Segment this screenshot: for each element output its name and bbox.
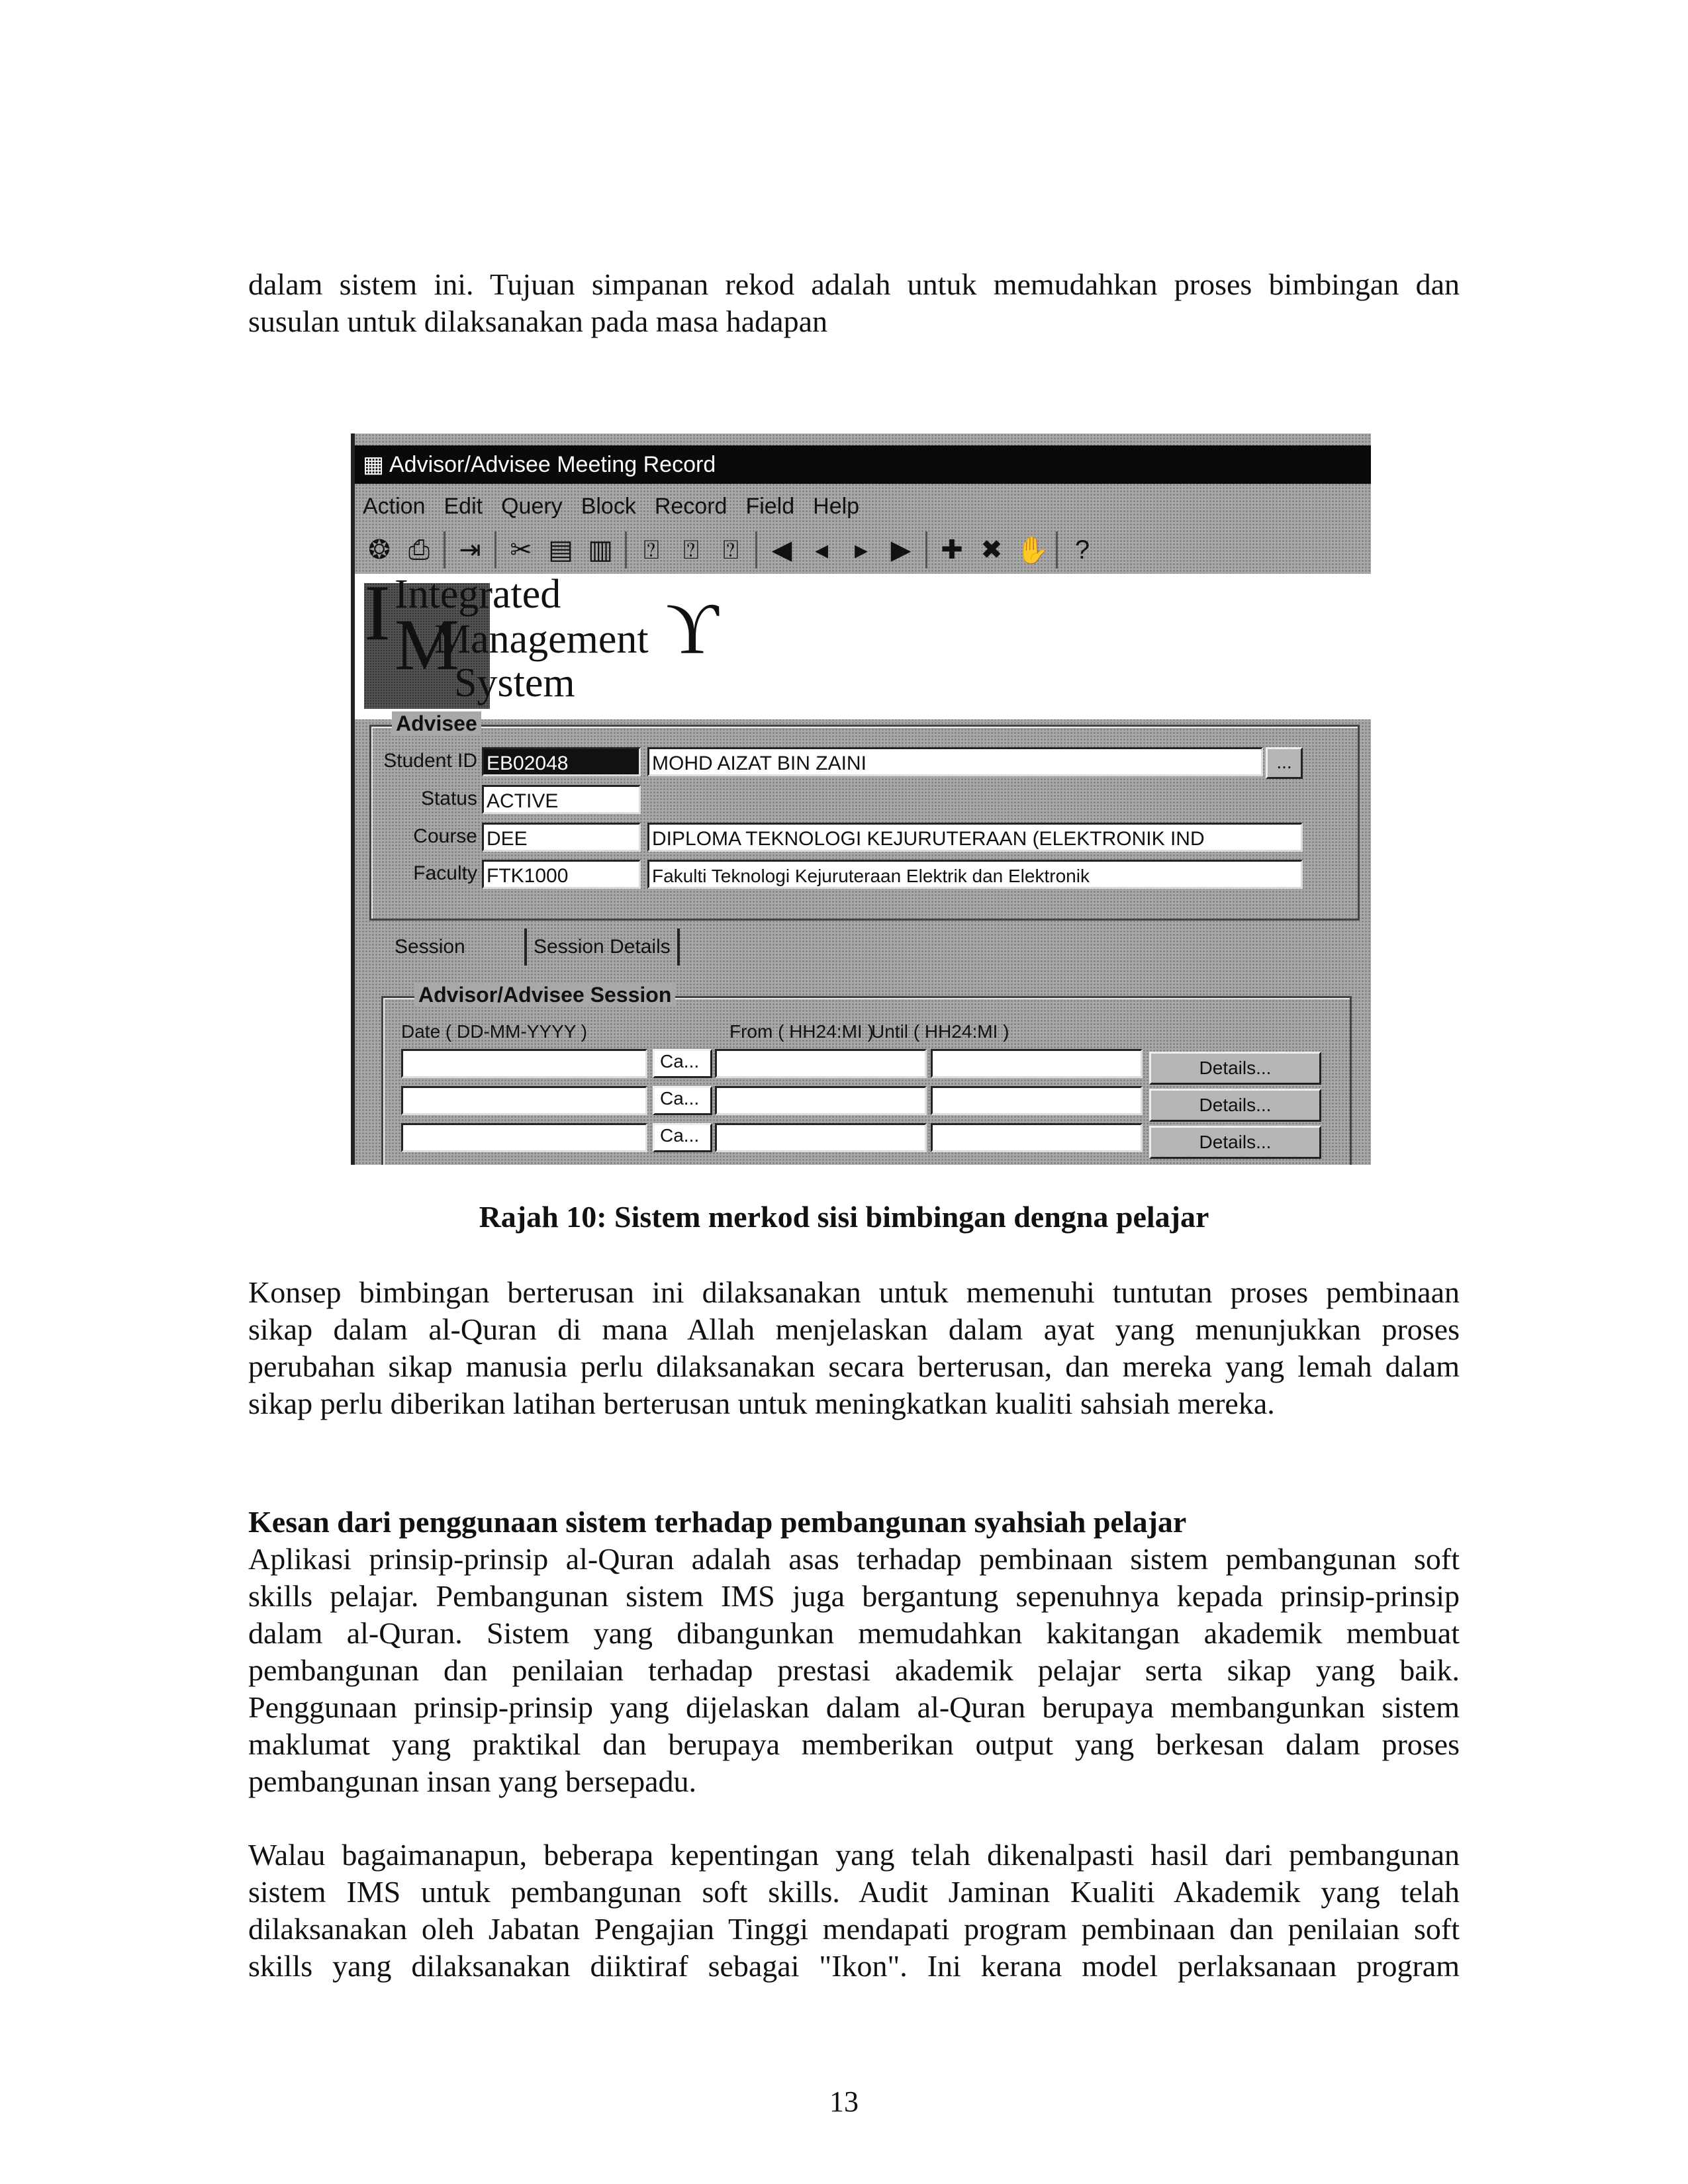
section-heading: Kesan dari penggunaan sistem terhadap pembangunan syahsiah pelajar [248,1505,1187,1539]
from-column-header: From ( HH24:MI ) [729,1021,874,1042]
text-line: skills pelajar. Pembangunan sistem IMS juga bergantung sepenuhnya kepada prinsip-prinsip [248,1579,1460,1613]
session-frame-label: Advisor/Advisee Session [414,983,675,1007]
toolbar-separator [1056,531,1058,569]
calendar-button[interactable]: Ca... [653,1049,712,1078]
list-of-values-button[interactable]: ... [1266,747,1303,779]
text-line: dalam sistem ini. Tujuan simpanan rekod adalah untuk memudahkan proses bimbingan dan [248,267,1460,301]
course-label: Course [413,825,477,847]
paragraph-2 [248,1274,1460,1422]
logo-swoosh-icon: ϒ [666,588,719,669]
window-title: Advisor/Advisee Meeting Record [389,452,716,477]
date-field[interactable] [401,1086,647,1115]
date-field[interactable] [401,1123,647,1152]
from-field[interactable] [715,1123,927,1152]
toolbar [355,526,1371,574]
title-bar [355,445,1371,484]
text-line: Konsep bimbingan berterusan ini dilaksanakan untuk memenuhi tuntutan proses pembinaan [248,1275,1460,1309]
toolbar-separator [444,531,445,569]
menu-field[interactable]: Field [745,494,795,519]
course-code-field[interactable]: DEE [482,823,641,852]
until-field[interactable] [931,1049,1143,1078]
status-label: Status [420,788,477,809]
from-field[interactable] [715,1049,927,1078]
calendar-button[interactable]: Ca... [653,1086,712,1115]
text-line: sikap perlu diberikan latihan berterusan untuk meningkatkan kualiti sahsiah mereka. [248,1387,1275,1420]
logo-letter: M [395,604,459,685]
menu-query[interactable]: Query [501,494,563,519]
text-line: susulan untuk dilaksanakan pada masa hadapan [248,304,828,338]
paste-icon[interactable]: ▥ [588,535,613,565]
date-field[interactable] [401,1049,647,1078]
lock-record-icon[interactable]: ✋ [1016,535,1049,565]
course-name-field[interactable]: DIPLOMA TEKNOLOGI KEJURUTERAAN (ELEKTRONIK IND [647,823,1303,852]
advisee-frame-label: Advisee [392,711,481,736]
tab-session-details[interactable]: Session Details [524,929,680,966]
cut-icon[interactable]: ✂ [510,535,532,565]
text-line: skills yang dilaksanakan diiktiraf sebagai "Ikon". Ini kerana model perlaksanaan program [248,1949,1460,1983]
menu-action[interactable]: Action [363,494,426,519]
toolbar-separator [494,531,496,569]
menu-help[interactable]: Help [813,494,860,519]
text-line: dilaksanakan oleh Jabatan Pengajian Tinggi mendapati program pembinaan dan penilaian soft [248,1912,1460,1946]
text-line: perubahan sikap manusia perlu dilaksanakan secara berterusan, dan mereka yang lemah dalam [248,1349,1460,1383]
student-id-label: Student ID [383,750,477,772]
app-icon: ▦ [362,452,385,477]
until-field[interactable] [931,1086,1143,1115]
text-line: Aplikasi prinsip-prinsip al-Quran adalah asas terhadap pembinaan sistem pembangunan soft [248,1542,1460,1576]
menu-record[interactable]: Record [654,494,727,519]
date-column-header: Date ( DD-MM-YYYY ) [401,1021,588,1042]
logo-line-1: Integrated [395,572,561,617]
menu-block[interactable]: Block [581,494,636,519]
next-block-icon[interactable]: ▶ [890,535,912,565]
status-field[interactable]: ACTIVE [482,785,641,814]
toolbar-separator [625,531,627,569]
menu-bar [355,486,859,526]
faculty-label: Faculty [413,862,477,884]
next-record-icon[interactable]: ▸ [854,535,868,565]
paragraph-4 [248,1837,1460,1985]
calendar-button[interactable]: Ca... [653,1123,712,1152]
page-number: 13 [829,2085,859,2118]
text-line: pembangunan insan yang bersepadu. [248,1764,697,1798]
cancel-query-icon[interactable]: ⍰ [723,535,739,565]
student-id-field[interactable]: EB02048 [482,747,641,776]
previous-record-icon[interactable]: ◂ [814,535,829,565]
logo-line-2: Management [434,617,649,662]
exit-icon[interactable]: ⇥ [459,535,481,565]
section-block [248,1504,1460,1800]
delete-record-icon[interactable]: ✖ [980,535,1003,565]
help-icon[interactable]: ? [1074,535,1090,565]
insert-record-icon[interactable]: ✚ [941,535,963,565]
text-line: Penggunaan prinsip-prinsip yang dijelaskan dalam al-Quran berupaya membangunkan sistem [248,1690,1460,1724]
until-field[interactable] [931,1123,1143,1152]
until-column-header: Until ( HH24:MI ) [871,1021,1009,1042]
print-icon[interactable]: ⎙ [408,535,430,565]
text-line: sistem IMS untuk pembangunan soft skills. Audit Jaminan Kualiti Akademik yang telah [248,1875,1460,1909]
menu-edit[interactable]: Edit [444,494,483,519]
previous-block-icon[interactable]: ◀ [771,535,792,565]
toolbar-separator [925,531,927,569]
enter-query-icon[interactable]: ⍰ [643,535,659,565]
faculty-code-field[interactable]: FTK1000 [482,860,641,889]
screenshot-window [351,433,1371,1165]
copy-icon[interactable]: ▤ [548,535,573,565]
figure-caption: Rajah 10: Sistem merkod sisi bimbingan dengna pelajar [479,1200,1209,1234]
toolbar-separator [755,531,757,569]
text-line: dalam al-Quran. Sistem yang dibangunkan memudahkan kakitangan akademik membuat [248,1616,1460,1650]
logo-letter: I [364,569,391,657]
text-line: pembangunan dan penilaian terhadap prestasi akademik pelajar serta sikap yang baik. [248,1653,1460,1687]
tab-session[interactable]: Session [395,936,465,958]
faculty-name-field[interactable]: Fakulti Teknologi Kejuruteraan Elektrik dan Elektronik [647,860,1303,889]
ims-logo [355,569,1371,719]
from-field[interactable] [715,1086,927,1115]
text-line: Walau bagaimanapun, beberapa kepentingan yang telah dikenalpasti hasil dari pembangunan [248,1838,1460,1872]
details-button[interactable]: Details... [1149,1126,1321,1159]
text-line: maklumat yang praktikal dan berupaya memberikan output yang berkesan dalam proses [248,1727,1460,1761]
text-line: sikap dalam al-Quran di mana Allah menjelaskan dalam ayat yang menunjukkan proses [248,1312,1460,1346]
save-icon[interactable]: ❂ [368,535,391,565]
logo-line-3: System [454,660,575,705]
execute-query-icon[interactable]: ⍰ [683,535,699,565]
details-button[interactable]: Details... [1149,1089,1321,1122]
details-button[interactable]: Details... [1149,1052,1321,1085]
intro-paragraph [248,266,1460,340]
student-name-field[interactable]: MOHD AIZAT BIN ZAINI [647,747,1263,776]
